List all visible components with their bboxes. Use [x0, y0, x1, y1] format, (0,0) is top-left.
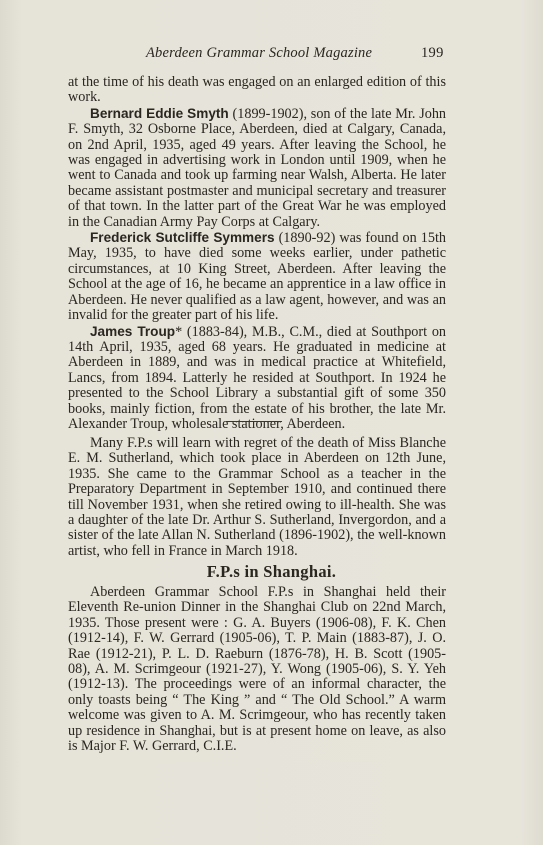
shanghai-paragraph: Aberdeen Grammar School F.P.s in Shanghai held their Eleventh Re-union Dinner in the Shanghai Club on 22nd March, 1935. Those present were : G. A. Buyers (1906-08), F. K. Chen (1912-14), F. W. Gerrard (1905-06), T. P. Main (1883-87), J. O. Rae (1912-21), P. L. D. Raeburn (1876-78), H. B. Scott (1905-08), A. M. Scrimgeour (1921-27), Y. Wong (1905-06), S. Y. Yeh (1912-13). The proceedings were of an informal character, the only toasts being “ The King ” and “ The Old School.” A warm welcome was given to A. M. Scrimgeour, who has recently taken up residence in Shanghai, but is at present home on leave, as also is Major F. W. Gerrard, C.I.E.	[68, 584, 446, 755]
obituary-text: * (1883-84), M.B., C.M., died at Southport on 14th April, 1935, aged 68 years. He graduated in medicine at Aberdeen in 1889, and was in medical practice at Whitefield, Lancs, from 1894. Latterly he resided at Southport. In 1924 he presented to the School Library a substantial gift of some 350 books, mainly fiction, from the estate of his brother, the late Mr. Alexander Troup, wholesale stationer, Aberdeen.	[68, 323, 447, 432]
obituary-name: Frederick Sutcliffe Symmers	[90, 230, 275, 246]
obituary-name: Bernard Eddie Smyth	[90, 105, 229, 121]
obituary-text: (1890-92) was found on 15th May, 1935, to have died some weeks earlier, under pathetic circumstances, at 10 King Street, Aberdeen. After leaving the School at the age of 16, he became an apprentice in a law office in Aberdeen. He never qualified as a law agent, however, and was an invalid for the greater part of his life.	[68, 230, 446, 324]
obituaries-section	[68, 75, 446, 432]
shanghai-section	[68, 585, 446, 754]
page-number: 199	[421, 45, 444, 61]
shanghai-heading: F.P.s in Shanghai.	[206, 562, 337, 581]
obituary-entry	[68, 324, 446, 433]
obituary-continuation: at the time of his death was engaged on an enlarged edition of this work.	[68, 74, 446, 106]
sutherland-section	[68, 436, 446, 559]
page-header	[0, 45, 543, 65]
obituary-entry	[68, 106, 446, 230]
obituary-name: James Troup	[90, 323, 176, 339]
obituary-text: (1899-1902), son of the late Mr. John F. Smyth, 32 Osborne Place, Aberdeen, died at Calgary, Canada, on 2nd April, 1935, aged 49 years. After leaving the School, he was engaged in advertising work in London until 1909, when he went to Canada and took up farming near Walsh, Alberta. He later became assistant postmaster and municipal secretary and treasurer of that town. In the latter part of the Great War he was employed in the Canadian Army Pay Corps at Calgary.	[68, 105, 447, 230]
section-divider	[226, 421, 282, 422]
sutherland-paragraph: Many F.P.s will learn with regret of the death of Miss Blanche E. M. Sutherland, which took place in Aberdeen on 12th June, 1935. She came to the Grammar School as a teacher in the Preparatory Department in September 1910, and continued there till November 1931, when she retired owing to ill-health. She was a daughter of the late Dr. Arthur S. Sutherland, Invergordon, and a sister of the late Allan N. Sutherland (1896-1902), the well-known artist, who fell in France in March 1918.	[68, 435, 446, 559]
obituary-entry	[68, 230, 446, 323]
running-title: Aberdeen Grammar School Magazine	[146, 45, 373, 61]
